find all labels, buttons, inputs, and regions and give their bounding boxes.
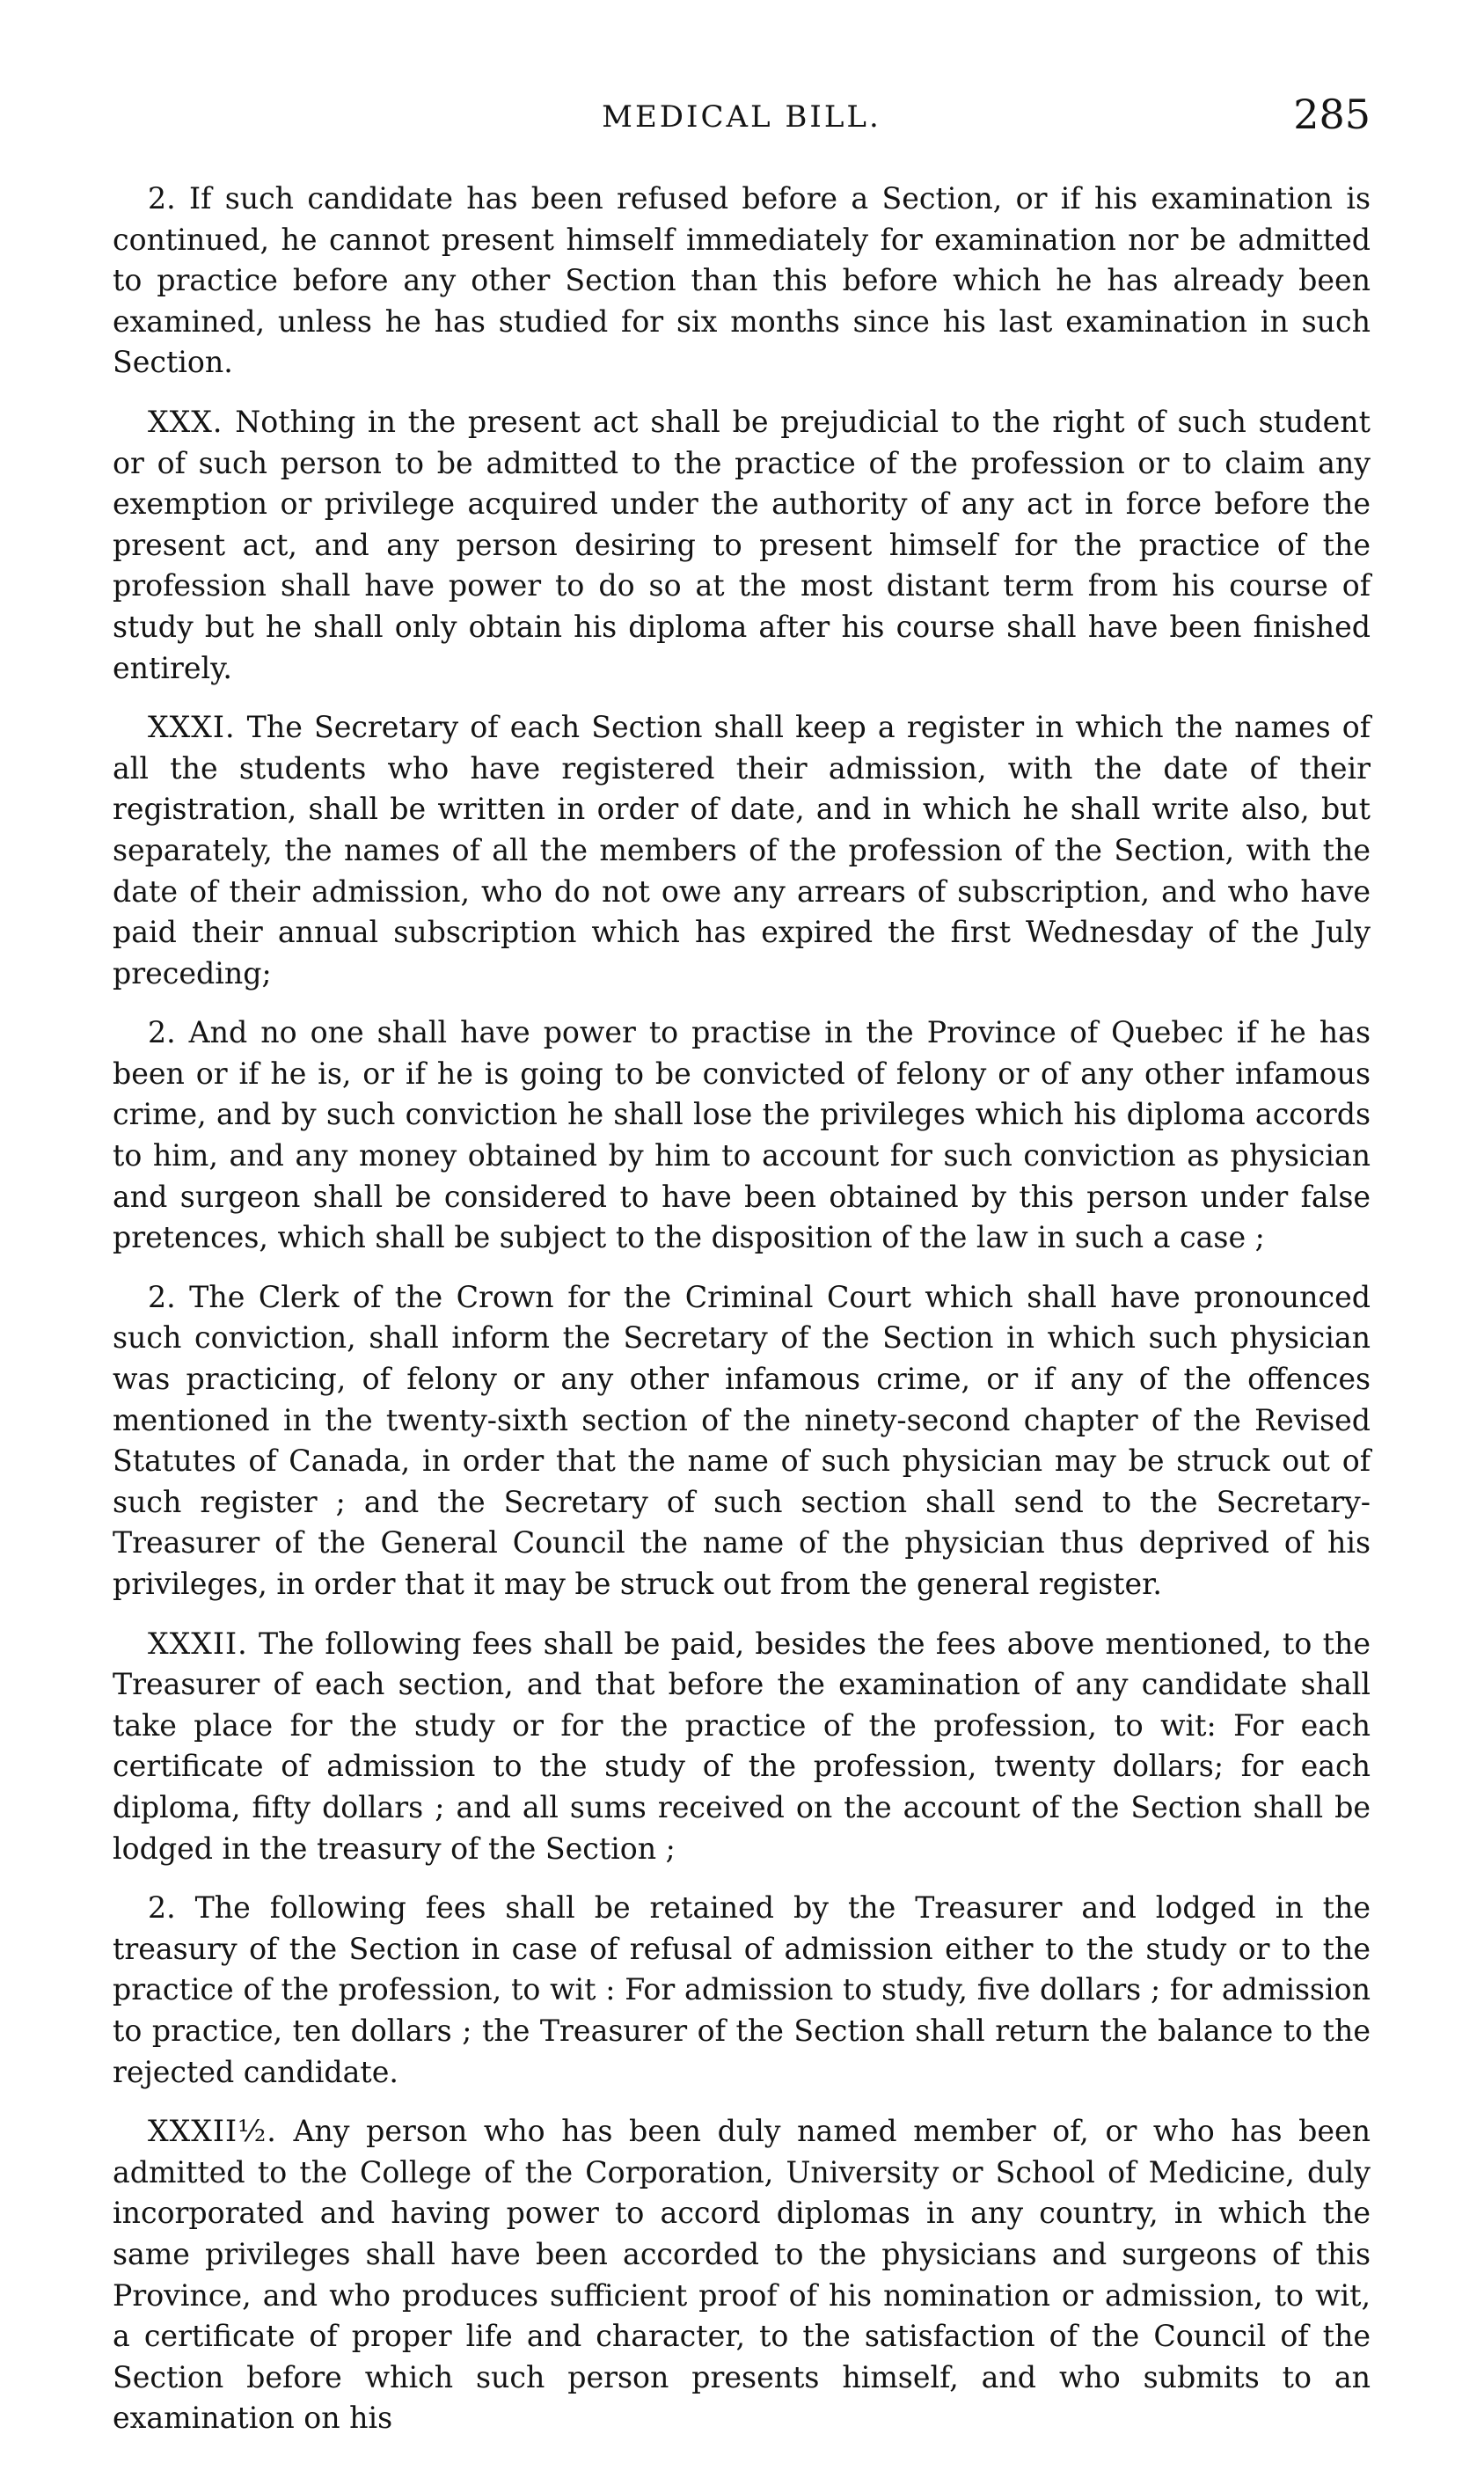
page-number: 285 — [1293, 91, 1371, 138]
running-head: MEDICAL BILL. — [602, 99, 881, 135]
section-label: XXXII½. — [148, 2114, 277, 2149]
paragraph — [113, 1012, 1371, 1259]
section-label: XXXII. — [148, 1626, 248, 1661]
section-label: XXXI. — [148, 710, 236, 745]
paragraph-text: The Secretary of each Section shall keep a register in which the names of all the students who have registered their admission, with the date of their registration, shall be written in order of date, and in which he shall write also, but separately, the names of all the members of the profession of the Section, with the date of their admission, who do not owe any arrears of subscription, and who have paid their annual subscription which has expired the first Wednesday of the July preceding; — [113, 710, 1371, 990]
paragraph — [113, 179, 1371, 384]
paragraph-text: The following fees shall be paid, besides the fees above mentioned, to the Treasurer of each section, and that before the examination of any candidate shall take place for the study or for the practice of the profession, to wit: For each certificate of admission to the study of the profession, twenty dollars; for each diploma, fifty dollars ; and all sums received on the account of the Section shall be lodged in the treasury of the Section ; — [113, 1626, 1371, 1866]
paragraph — [113, 707, 1371, 994]
paragraph — [113, 1277, 1371, 1605]
paragraph — [113, 402, 1371, 689]
section-label: XXX. — [148, 404, 223, 439]
paragraph-text: 2. The following fees shall be retained by the Treasurer and lodged in the treasury of the Section in case of refusal of admission either to the study or to the practice of the profession, to wit : For admission to study, five dollars ; for admission to practice, ten dollars ; the Treasurer of the Section shall return the balance to the rejected candidate. — [113, 1890, 1371, 2089]
paragraph-text: 2. The Clerk of the Crown for the Criminal Court which shall have pronounced such conviction, shall inform the Secretary of the Section in which such physician was practicing, of felony or any other infamous crime, or if any of the offences mentioned in the twenty-sixth section of the ninety-second chapter of the Revised Statutes of Canada, in order that the name of such physician may be struck out of such register ; and the Secretary of such section shall send to the Secretary-Treasurer of the General Council the name of the physician thus deprived of his privileges, in order that it may be struck out from the general register. — [113, 1279, 1371, 1601]
page-header — [113, 84, 1371, 154]
paragraph — [113, 1888, 1371, 2093]
paragraph-text: Any person who has been duly named member of, or who has been admitted to the College of the Corporation, University or School of Medicine, duly incorporated and having power to accord diplomas in any country, in which the same privileges shall have been accorded to the physicians and surgeons of this Province, and who produces sufficient proof of his nomination or admission, to wit, a certificate of proper life and character, to the satisfaction of the Council of the Section before which such person presents himself, and who submits to an examination on his — [113, 2114, 1371, 2436]
paragraph-text: 2. And no one shall have power to practise in the Province of Quebec if he has been or if he is, or if he is going to be convicted of felony or of any other infamous crime, and by such conviction he shall lose the privileges which his diploma accords to him, and any money obtained by him to account for such conviction as physician and surgeon shall be considered to have been obtained by this person under false pretences, which shall be subject to the disposition of the law in such a case ; — [113, 1015, 1371, 1255]
document-page — [113, 84, 1371, 2458]
paragraph-text: Nothing in the present act shall be prejudicial to the right of such student or of such person to be admitted to the practice of the profession or to claim any exemption or privilege acquired under the authority of any act in force before the present act, and any person desiring to present himself for the practice of the profession shall have power to do so at the most distant term from his course of study but he shall only obtain his diploma after his course shall have been finished entirely. — [113, 404, 1371, 685]
paragraph — [113, 1624, 1371, 1870]
paragraph-text: 2. If such candidate has been refused before a Section, or if his examination is continued, he cannot present himself immediately for examination nor be admitted to practice before any other Section than this before which he has already been examined, unless he has studied for six months since his last examination in such Section. — [113, 181, 1371, 380]
paragraph — [113, 2111, 1371, 2439]
